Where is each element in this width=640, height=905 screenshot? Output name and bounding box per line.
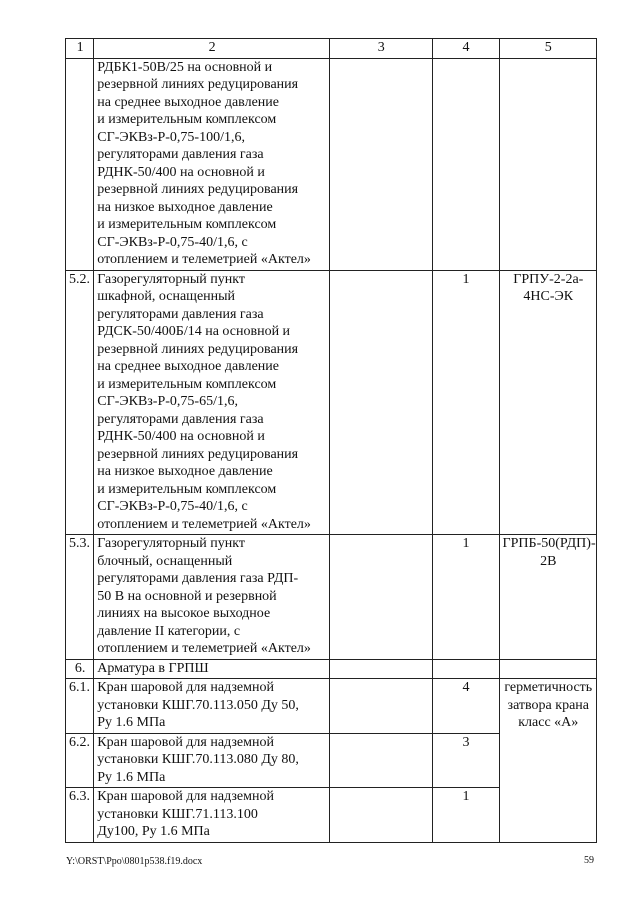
- row-quantity: 1: [432, 788, 499, 843]
- row-number: 6.3.: [66, 788, 94, 843]
- row-note: ГРПБ-50(РДП)- 2В: [499, 535, 596, 660]
- row-col3: [329, 58, 432, 270]
- row-number: 5.2.: [66, 270, 94, 535]
- row-number: 6.1.: [66, 679, 94, 734]
- footer-file-path: Y:\ORST\Ppo\0801p538.f19.docx: [66, 856, 203, 867]
- row-description: РДБК1-50В/25 на основной и резервной линиях редуцирования на среднее выходное давление и измерительным комплексом СГ-ЭКВз-Р-0,75-100/1,6, регуляторами давления газа РДНК-50/400 на основной и резервной линиях редуцирования на низкое выходное давление и измерительным комплексом СГ-ЭКВз-Р-0,75-40/1,6, с отоплением и телеметрией «Актел»: [94, 58, 330, 270]
- valves-note: герметичность затвора крана класс «А»: [499, 679, 596, 843]
- row-description: Газорегуляторный пункт блочный, оснащенный регуляторами давления газа РДП- 50 В на основной и резервной линиях на высокое выходное давление II категории, с отоплением и телеметрией «Актел»: [94, 535, 330, 660]
- row-quantity: [432, 659, 499, 679]
- header-col-4: 4: [432, 39, 499, 59]
- row-number: 6.: [66, 659, 94, 679]
- row-quantity: [432, 58, 499, 270]
- row-quantity: 4: [432, 679, 499, 734]
- row-col3: [329, 788, 432, 843]
- row-col3: [329, 733, 432, 788]
- row-col3: [329, 270, 432, 535]
- row-description: Кран шаровой для надземной установки КШГ.70.113.080 Ду 80, Ру 1.6 МПа: [94, 733, 330, 788]
- table-row: [66, 679, 597, 734]
- row-description: Кран шаровой для надземной установки КШГ.71.113.100 Ду100, Ру 1.6 МПа: [94, 788, 330, 843]
- header-col-2: 2: [94, 39, 330, 59]
- row-number: [66, 58, 94, 270]
- row-description: Газорегуляторный пункт шкафной, оснащенный регуляторами давления газа РДСК-50/400Б/14 на основной и резервной линиях редуцирования на среднее выходное давление и измерительным комплексом СГ-ЭКВз-Р-0,75-65/1,6, регуляторами давления газа РДНК-50/400 на основной и резервной линиях редуцирования на низкое выходное давление и измерительным комплексом СГ-ЭКВз-Р-0,75-40/1,6, с отоплением и телеметрией «Актел»: [94, 270, 330, 535]
- row-description: Арматура в ГРПШ: [94, 659, 330, 679]
- row-number: 5.3.: [66, 535, 94, 660]
- row-quantity: 3: [432, 733, 499, 788]
- specification-table: [65, 38, 597, 843]
- row-note: ГРПУ-2-2а- 4НС-ЭК: [499, 270, 596, 535]
- header-col-5: 5: [499, 39, 596, 59]
- table-row: [66, 535, 597, 660]
- row-col3: [329, 659, 432, 679]
- header-col-1: 1: [66, 39, 94, 59]
- footer-page-number: 59: [584, 855, 594, 866]
- row-number: 6.2.: [66, 733, 94, 788]
- row-note: [499, 58, 596, 270]
- row-quantity: 1: [432, 535, 499, 660]
- row-col3: [329, 679, 432, 734]
- table-row: [66, 659, 597, 679]
- header-col-3: 3: [329, 39, 432, 59]
- header-row: [66, 39, 597, 59]
- row-note: [499, 659, 596, 679]
- row-description: Кран шаровой для надземной установки КШГ.70.113.050 Ду 50, Ру 1.6 МПа: [94, 679, 330, 734]
- table-row: [66, 270, 597, 535]
- row-quantity: 1: [432, 270, 499, 535]
- table-row: [66, 58, 597, 270]
- row-col3: [329, 535, 432, 660]
